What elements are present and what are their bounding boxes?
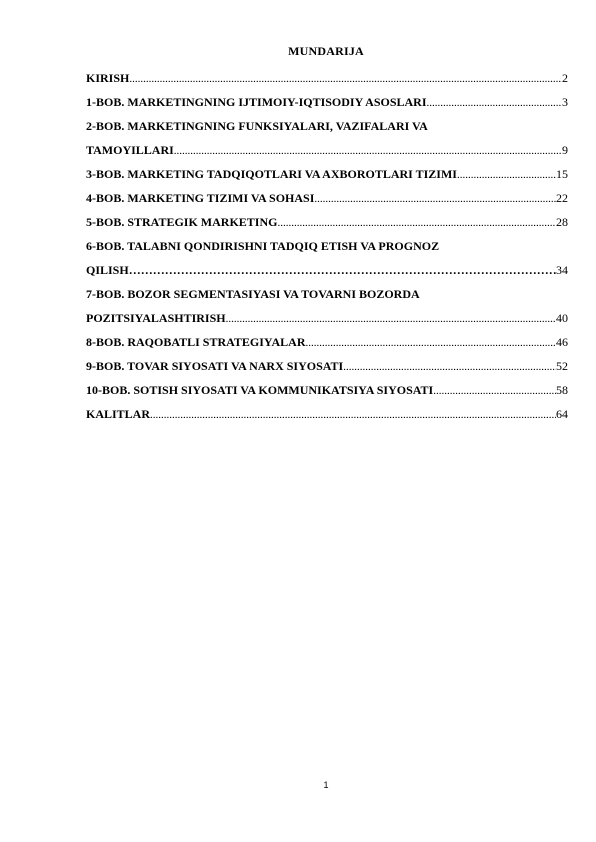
dot-leader (343, 355, 556, 379)
toc-entry-page: 15 (556, 167, 568, 181)
dot-leader (433, 379, 556, 403)
toc-entry-bob-2-line1[interactable]: 2-BOB. MARKETINGNING FUNKSIYALARI, VAZIFALARI VA (86, 119, 428, 133)
toc-entry-label: KIRISH (86, 71, 130, 85)
toc-entry-page: 3 (562, 95, 568, 109)
toc-entry-page: 9 (562, 143, 568, 157)
dot-leader (314, 187, 556, 211)
toc-entry-label: 10-BOB. SOTISH SIYOSATI VA KOMMUNIKATSIYA SIYOSATI (86, 383, 434, 397)
dot-leader (457, 163, 556, 187)
toc-entry-label: 4-BOB. MARKETING TIZIMI VA SOHASI (86, 191, 315, 205)
toc-entry-label: 5-BOB. STRATEGIK MARKETING (86, 215, 278, 229)
toc-entry-bob-7[interactable] (86, 306, 568, 330)
toc-entry-page: 64 (556, 407, 568, 421)
toc-entry-label: 1-BOB. MARKETINGNING IJTIMOIY-IQTISODIY ASOSLARI (86, 95, 427, 109)
toc-entry-page: 58 (556, 383, 568, 397)
toc-entry-bob-6-line1[interactable]: 6-BOB. TALABNI QONDIRISHNI TADQIQ ETISH VA PROGNOZ (86, 239, 440, 253)
dot-leader (129, 258, 556, 282)
dot-leader (129, 67, 562, 91)
toc-entry-bob-3[interactable] (86, 162, 568, 186)
toc-entry-page: 40 (556, 311, 568, 325)
toc-entry-page: 52 (556, 359, 568, 373)
toc-entry-bob-6[interactable] (86, 258, 568, 282)
toc-entry-bob-1[interactable] (86, 90, 568, 114)
dot-leader (174, 139, 562, 163)
dot-leader (306, 331, 557, 355)
toc-entry-bob-4[interactable] (86, 186, 568, 210)
toc-entry-label: 9-BOB. TOVAR SIYOSATI VA NARX SIYOSATI (86, 359, 344, 373)
dot-leader (150, 403, 556, 427)
toc-entry-page: 46 (556, 335, 568, 349)
toc-entry-page: 2 (562, 71, 568, 85)
toc-entry-bob-10[interactable] (86, 378, 568, 402)
toc-entry-bob-7-line1[interactable]: 7-BOB. BOZOR SEGMENTASIYASI VA TOVARNI BOZORDA (86, 287, 420, 301)
dot-leader (277, 211, 556, 235)
toc-entry-bob-5[interactable] (86, 210, 568, 234)
toc-entry-kalitlar[interactable] (86, 402, 568, 426)
page-title: MUNDARIJA (288, 44, 364, 58)
dot-leader (427, 91, 562, 115)
toc-entry-page: 34 (556, 263, 568, 277)
toc-entry-label: 3-BOB. MARKETING TADQIQOTLARI VA AXBOROTLARI TIZIMI (86, 167, 457, 181)
toc-entry-kirish[interactable] (86, 66, 568, 90)
page-number: 1 (323, 780, 329, 790)
toc-entry-bob-9[interactable] (86, 354, 568, 378)
table-of-contents (86, 66, 568, 426)
dot-leader (226, 307, 556, 331)
toc-entry-label: KALITLAR (86, 407, 151, 421)
toc-entry-page: 28 (556, 215, 568, 229)
toc-entry-page: 22 (556, 191, 568, 205)
toc-entry-label: TAMOYILLARI (86, 143, 174, 157)
toc-entry-label: 8-BOB. RAQOBATLI STRATEGIYALAR (86, 335, 306, 349)
toc-entry-label: QILISH (86, 263, 129, 277)
toc-entry-bob-8[interactable] (86, 330, 568, 354)
toc-entry-bob-2[interactable] (86, 138, 568, 162)
toc-entry-label: POZITSIYALASHTIRISH (86, 311, 226, 325)
